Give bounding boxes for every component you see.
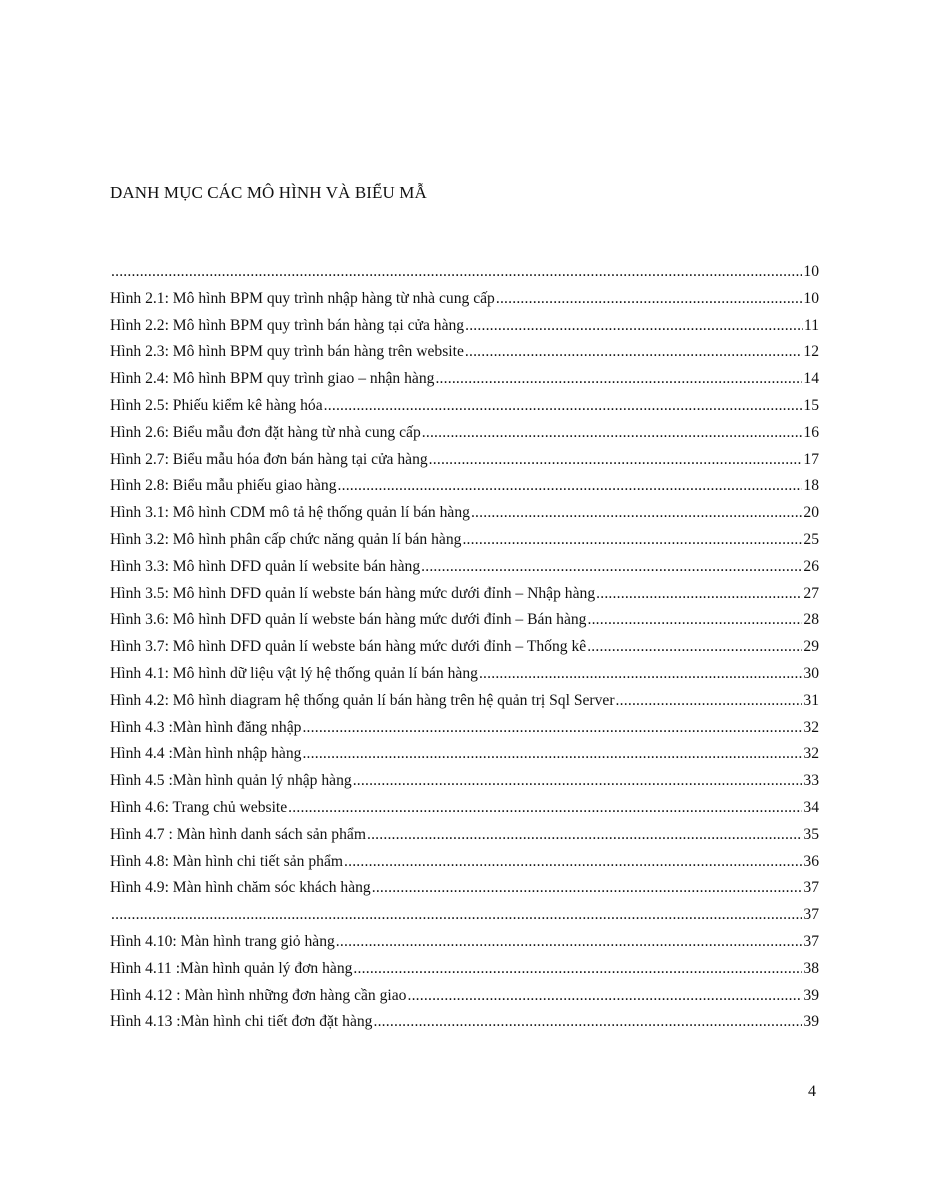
dot-leader [302, 741, 802, 768]
toc-entry-page: 16 [803, 423, 819, 441]
toc-entry-page: 32 [803, 718, 819, 736]
toc-entry-page: 10 [803, 263, 819, 280]
toc-entry-page: 28 [803, 611, 819, 629]
toc-entry[interactable] [110, 500, 819, 527]
toc-entry-page: 10 [803, 289, 819, 307]
dot-leader [111, 902, 802, 929]
toc-entry-page: 37 [803, 932, 819, 950]
toc-entry[interactable] [110, 741, 819, 768]
toc-entry-label: Hình 4.10: Màn hình trang giỏ hàng [110, 932, 335, 950]
toc-entry[interactable] [110, 527, 819, 554]
toc-entry-page: 18 [803, 477, 819, 495]
toc-entry[interactable] [110, 366, 819, 393]
dot-leader [465, 313, 803, 340]
toc-entry[interactable] [110, 715, 819, 742]
toc-entry-label: Hình 2.6: Biểu mẫu đơn đặt hàng từ nhà cung cấp [110, 423, 421, 441]
page-title: DANH MỤC CÁC MÔ HÌNH VÀ BIỂU MẪ [110, 183, 427, 202]
toc-entry[interactable] [110, 956, 819, 983]
toc-entry[interactable] [110, 795, 819, 822]
dot-leader [111, 259, 802, 286]
dot-leader [302, 715, 802, 742]
toc-entry-page: 17 [803, 450, 819, 468]
dot-leader [367, 822, 802, 849]
toc-entry-label: Hình 4.3 :Màn hình đăng nhập [110, 718, 302, 736]
toc-entry-label: Hình 2.8: Biểu mẫu phiếu giao hàng [110, 477, 337, 495]
dot-leader [462, 527, 802, 554]
toc-entry-label: Hình 2.2: Mô hình BPM quy trình bán hàng tại cửa hàng [110, 316, 465, 334]
toc-entry[interactable] [110, 259, 819, 286]
dot-leader [288, 795, 802, 822]
dot-leader [344, 849, 802, 876]
toc-entry[interactable] [110, 447, 819, 474]
dot-leader [353, 768, 803, 795]
toc-entry[interactable] [110, 688, 819, 715]
dot-leader [373, 1009, 802, 1036]
toc-entry-label: Hình 3.3: Mô hình DFD quản lí website bán hàng [110, 557, 421, 575]
table-of-figures [110, 259, 819, 1036]
toc-entry-label: Hình 2.5: Phiếu kiểm kê hàng hóa [110, 396, 323, 414]
dot-leader [324, 393, 803, 420]
dot-leader [429, 447, 803, 474]
toc-entry-label: Hình 2.4: Mô hình BPM quy trình giao – nhận hàng [110, 370, 435, 388]
toc-entry[interactable] [110, 849, 819, 876]
toc-entry-page: 11 [803, 316, 819, 334]
toc-entry-label: Hình 4.1: Mô hình dữ liệu vật lý hệ thống quản lí bán hàng [110, 664, 478, 682]
toc-entry-label: Hình 3.1: Mô hình CDM mô tả hệ thống quản lí bán hàng [110, 504, 470, 522]
toc-entry[interactable] [110, 1009, 819, 1036]
dot-leader [496, 286, 803, 313]
toc-entry[interactable] [110, 420, 819, 447]
toc-entry-page: 37 [803, 879, 819, 897]
toc-entry-page: 12 [803, 343, 819, 361]
toc-entry-label: Hình 4.12 : Màn hình những đơn hàng cần giao [110, 986, 407, 1004]
toc-entry-label: Hình 3.5: Mô hình DFD quản lí webste bán hàng mức dưới đỉnh – Nhập hàng [110, 584, 596, 602]
toc-entry-label: Hình 4.5 :Màn hình quản lý nhập hàng [110, 772, 352, 790]
toc-entry-page: 27 [803, 584, 819, 602]
toc-entry-page: 15 [803, 396, 819, 414]
toc-entry-page: 31 [803, 691, 819, 709]
dot-leader [479, 661, 802, 688]
toc-entry-label: Hình 2.7: Biểu mẫu hóa đơn bán hàng tại cửa hàng [110, 450, 428, 468]
toc-entry-page: 38 [803, 959, 819, 977]
toc-entry[interactable] [110, 902, 819, 929]
toc-entry-page: 14 [803, 370, 819, 388]
toc-entry-label: Hình 4.8: Màn hình chi tiết sản phẩm [110, 852, 344, 870]
toc-entry-label: Hình 2.1: Mô hình BPM quy trình nhập hàng từ nhà cung cấp [110, 289, 495, 307]
toc-entry-page: 39 [803, 1013, 819, 1031]
toc-entry[interactable] [110, 313, 819, 340]
toc-entry-page: 26 [803, 557, 819, 575]
toc-entry-label: Hình 4.6: Trang chủ website [110, 798, 288, 816]
dot-leader [596, 581, 802, 608]
toc-entry[interactable] [110, 875, 819, 902]
page-number: 4 [808, 1083, 816, 1100]
toc-entry[interactable] [110, 339, 819, 366]
dot-leader [338, 473, 803, 500]
toc-entry-page: 34 [803, 798, 819, 816]
toc-entry[interactable] [110, 661, 819, 688]
dot-leader [587, 607, 802, 634]
dot-leader [372, 875, 803, 902]
toc-entry-page: 33 [803, 772, 819, 790]
toc-entry-page: 37 [803, 906, 819, 924]
dot-leader [465, 339, 803, 366]
toc-entry-label: Hình 3.6: Mô hình DFD quản lí webste bán hàng mức dưới đỉnh – Bán hàng [110, 611, 587, 629]
toc-entry[interactable] [110, 554, 819, 581]
dot-leader [336, 929, 803, 956]
dot-leader [422, 420, 803, 447]
toc-entry[interactable] [110, 607, 819, 634]
toc-entry-label: Hình 4.7 : Màn hình danh sách sản phẩm [110, 825, 366, 843]
toc-entry-label: Hình 2.3: Mô hình BPM quy trình bán hàng trên website [110, 343, 464, 361]
toc-entry[interactable] [110, 768, 819, 795]
toc-entry-page: 29 [803, 638, 819, 656]
toc-entry[interactable] [110, 983, 819, 1010]
toc-entry[interactable] [110, 634, 819, 661]
dot-leader [407, 983, 802, 1010]
toc-entry[interactable] [110, 822, 819, 849]
toc-entry-label: Hình 3.2: Mô hình phân cấp chức năng quản lí bán hàng [110, 530, 462, 548]
toc-entry-label: Hình 4.9: Màn hình chăm sóc khách hàng [110, 879, 371, 897]
toc-entry-page: 20 [803, 504, 819, 522]
toc-entry-page: 35 [803, 825, 819, 843]
toc-entry-label: Hình 4.2: Mô hình diagram hệ thống quản lí bán hàng trên hệ quản trị Sql Server [110, 691, 615, 709]
toc-entry[interactable] [110, 581, 819, 608]
dot-leader [353, 956, 802, 983]
toc-entry-page: 36 [803, 852, 819, 870]
toc-entry[interactable] [110, 286, 819, 313]
dot-leader [587, 634, 802, 661]
toc-entry[interactable] [110, 929, 819, 956]
dot-leader [435, 366, 802, 393]
toc-entry-label: Hình 4.4 :Màn hình nhập hàng [110, 745, 302, 763]
toc-entry-page: 39 [803, 986, 819, 1004]
toc-entry-label: Hình 3.7: Mô hình DFD quản lí webste bán hàng mức dưới đỉnh – Thống kê [110, 638, 587, 656]
toc-entry-page: 32 [803, 745, 819, 763]
toc-entry-page: 25 [803, 530, 819, 548]
dot-leader [421, 554, 802, 581]
toc-entry-label: Hình 4.13 :Màn hình chi tiết đơn đặt hàng [110, 1013, 373, 1031]
toc-entry[interactable] [110, 393, 819, 420]
dot-leader [616, 688, 803, 715]
toc-entry[interactable] [110, 473, 819, 500]
toc-entry-label: Hình 4.11 :Màn hình quản lý đơn hàng [110, 959, 353, 977]
dot-leader [471, 500, 802, 527]
toc-entry-page: 30 [803, 664, 819, 682]
